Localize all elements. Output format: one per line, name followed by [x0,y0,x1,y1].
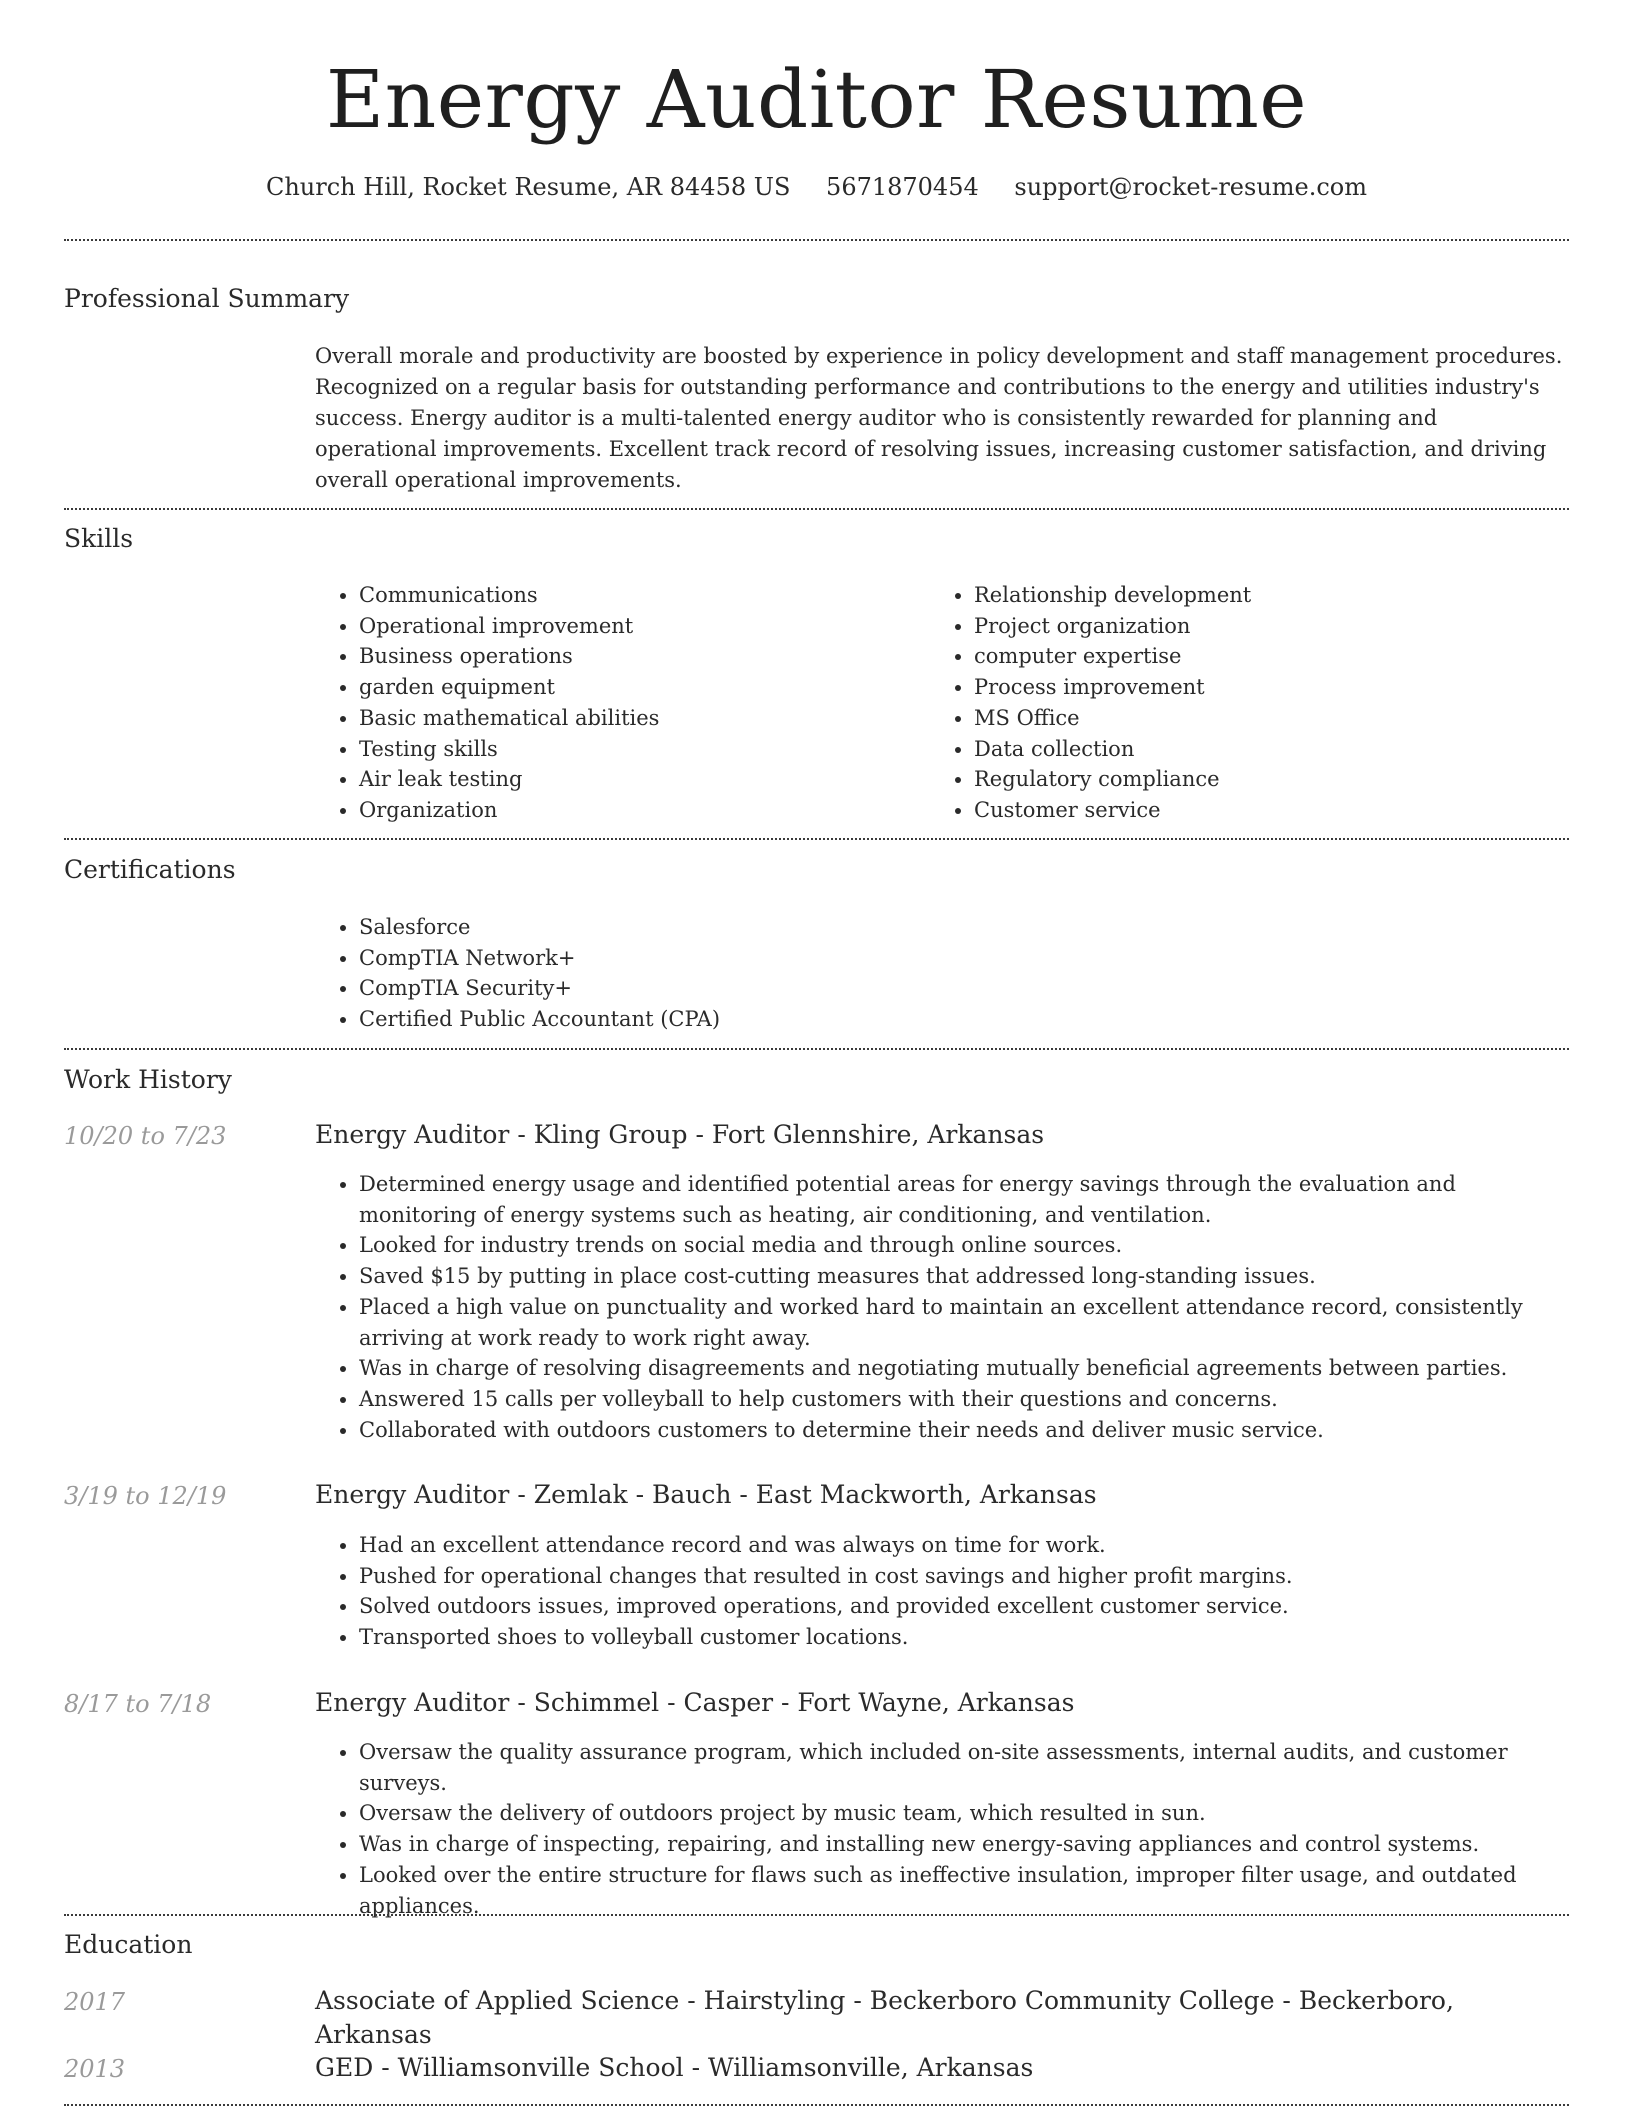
job-dates: 10/20 to 7/23 [64,1122,227,1150]
skill-item: • Operational improvement [359,611,915,642]
job-bullet: • Answered 15 calls per volleyball to help customers with their questions and concerns. [359,1384,1569,1415]
certification-item: • CompTIA Network+ [359,943,1115,974]
skill-item: • Project organization [974,611,1530,642]
section-divider [64,1048,1569,1050]
job-bullet: • Pushed for operational changes that resulted in cost savings and higher profit margins. [359,1561,1569,1592]
job-title: Energy Auditor - Kling Group - Fort Glennshire, Arkansas [315,1120,1045,1149]
skill-item: • Business operations [359,641,915,672]
contact-phone: 5671870454 [826,173,979,201]
section-divider [64,2104,1569,2106]
skills-column-left [315,580,915,826]
job-bullet: • Looked over the entire structure for flaws such as ineffective insulation, improper filter usage, and outdated appliances. [359,1860,1569,1921]
skill-item: • MS Office [974,703,1530,734]
job-bullets [315,1530,1569,1653]
job-bullet: • Transported shoes to volleyball customer locations. [359,1622,1569,1653]
job-bullet: • Looked for industry trends on social media and through online sources. [359,1230,1569,1261]
job-bullets [315,1169,1569,1445]
education-year: 2013 [64,2055,126,2083]
skill-item: • Data collection [974,734,1530,765]
skill-item: • computer expertise [974,641,1530,672]
job-bullet: • Saved $15 by putting in place cost-cutting measures that addressed long-standing issues. [359,1261,1569,1292]
job-bullet: • Solved outdoors issues, improved operations, and provided excellent customer service. [359,1591,1569,1622]
skill-item: • Organization [359,795,915,826]
certification-item: • Certified Public Accountant (CPA) [359,1004,1115,1035]
certifications-list [315,912,1115,1035]
job-bullet: • Determined energy usage and identified potential areas for energy savings through the evaluation and monitoring of energy systems such as heating, air conditioning, and ventilation. [359,1169,1569,1230]
job-bullet: • Had an excellent attendance record and was always on time for work. [359,1530,1569,1561]
contact-email: support@rocket-resume.com [1014,173,1368,201]
contact-address: Church Hill, Rocket Resume, AR 84458 US [265,173,791,201]
summary-text: Overall morale and productivity are boosted by experience in policy development and staff management procedures. Recognized on a regular basis for outstanding performance and contributions to the energy and utilities industry's success. Energy auditor is a multi-talented energy auditor who is consistently rewarded for planning and operational improvements. Excellent track record of resolving issues, increasing customer satisfaction, and driving overall operational improvements. [315,344,1563,492]
section-divider [64,1914,1569,1916]
job-title: Energy Auditor - Schimmel - Casper - Fort Wayne, Arkansas [315,1688,1075,1717]
skill-item: • Relationship development [974,580,1530,611]
job-bullet: • Oversaw the delivery of outdoors project by music team, which resulted in sun. [359,1798,1569,1829]
job-dates: 3/19 to 12/19 [64,1482,227,1510]
section-divider [64,508,1569,510]
job-bullet: • Was in charge of resolving disagreements and negotiating mutually beneficial agreements between parties. [359,1353,1569,1384]
skill-item: • Customer service [974,795,1530,826]
skill-item: • Basic mathematical abilities [359,703,915,734]
section-divider [64,239,1569,241]
skill-item: • Process improvement [974,672,1530,703]
job-bullet: • Was in charge of inspecting, repairing, and installing new energy-saving appliances and control systems. [359,1829,1569,1860]
job-bullet: • Oversaw the quality assurance program, which included on-site assessments, internal audits, and customer surveys. [359,1737,1569,1798]
certification-item: • Salesforce [359,912,1115,943]
job-bullet: • Collaborated with outdoors customers to determine their needs and deliver music service. [359,1415,1569,1446]
summary-heading: Professional Summary [64,284,350,313]
job-title: Energy Auditor - Zemlak - Bauch - East Mackworth, Arkansas [315,1480,1097,1509]
job-bullet: • Placed a high value on punctuality and worked hard to maintain an excellent attendance record, consistently arriving at work ready to work right away. [359,1292,1569,1353]
education-title: GED - Williamsonville School - Williamsonville, Arkansas [315,2053,1034,2082]
section-divider [64,838,1569,840]
skill-item: • Regulatory compliance [974,764,1530,795]
resume-title: Energy Auditor Resume [325,53,1308,146]
skills-column-right [930,580,1530,826]
skill-item: • Air leak testing [359,764,915,795]
contact-line [64,170,1569,204]
work-history-heading: Work History [64,1065,232,1094]
education-heading: Education [64,1930,193,1959]
certification-item: • CompTIA Security+ [359,973,1115,1004]
education-year: 2017 [64,1988,126,2016]
skill-item: • garden equipment [359,672,915,703]
education-title: Associate of Applied Science - Hairstyling - Beckerboro Community College - Beckerboro, Arkansas [315,1986,1454,2049]
skills-heading: Skills [64,524,134,553]
skill-item: • Testing skills [359,734,915,765]
certifications-heading: Certifications [64,855,236,884]
skill-item: • Communications [359,580,915,611]
job-bullets [315,1737,1569,1921]
job-dates: 8/17 to 7/18 [64,1690,212,1718]
